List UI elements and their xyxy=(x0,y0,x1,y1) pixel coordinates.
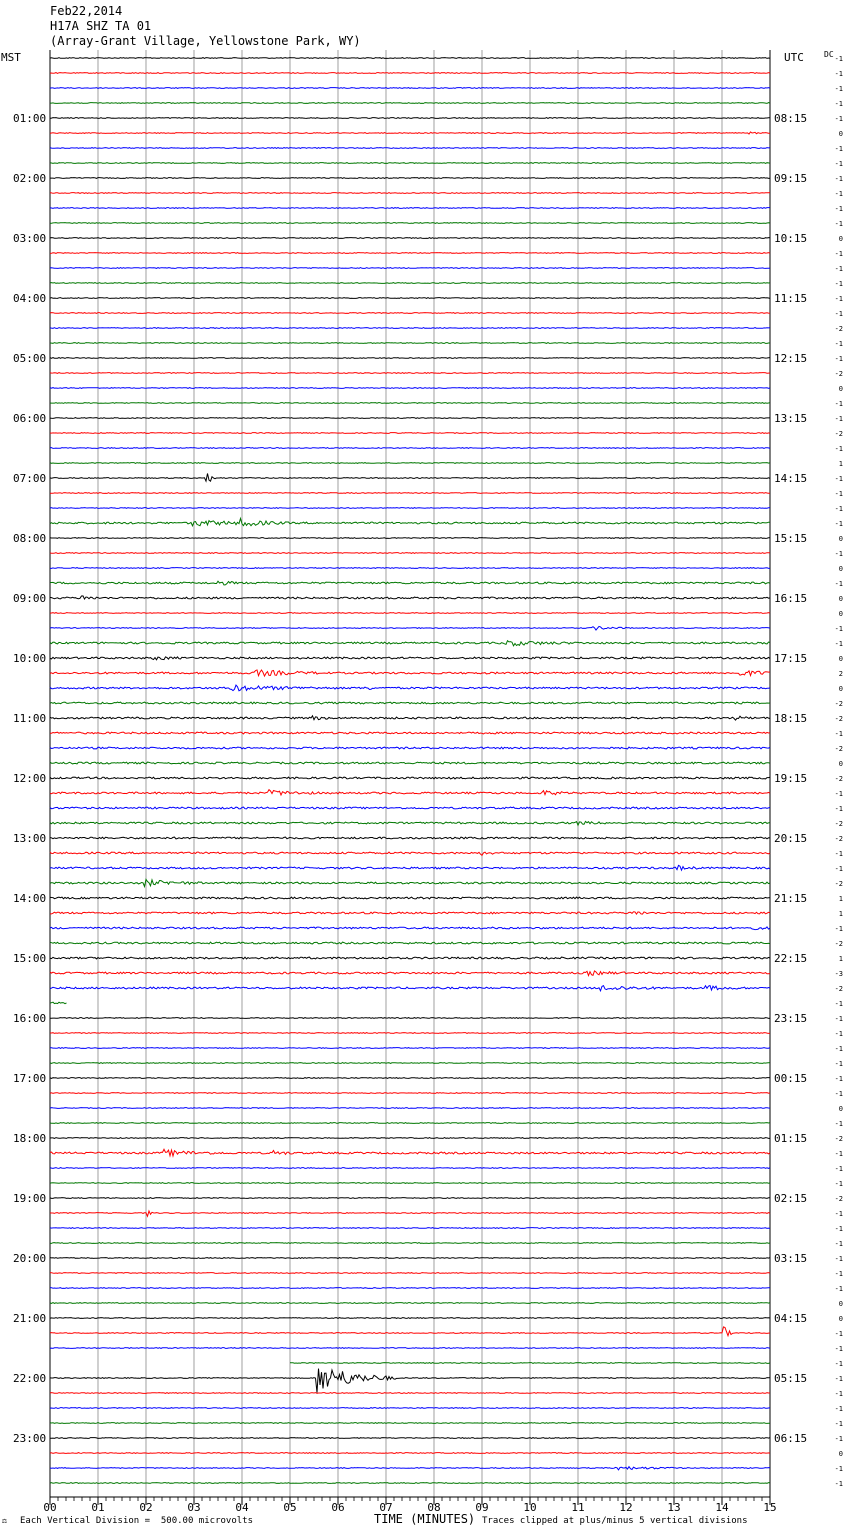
trace-row xyxy=(50,178,770,179)
dc-offset-value: 1 xyxy=(838,910,843,918)
x-tick-label: 03 xyxy=(187,1501,201,1514)
mst-hour-label: 04:00 xyxy=(13,292,47,305)
trace-row xyxy=(50,702,770,704)
x-tick-label: 15 xyxy=(763,1501,777,1514)
trace-row xyxy=(50,1273,770,1274)
utc-hour-label: 19:15 xyxy=(774,772,808,785)
mst-hour-label: 15:00 xyxy=(13,952,47,965)
dc-offset-value: -2 xyxy=(834,430,843,438)
trace-row xyxy=(50,448,770,449)
utc-hour-label: 09:15 xyxy=(774,172,808,185)
trace-row xyxy=(50,613,770,614)
trace-row xyxy=(50,1327,770,1336)
utc-hour-label: 18:15 xyxy=(774,712,808,725)
x-tick-label: 01 xyxy=(91,1501,105,1514)
dc-offset-value: -1 xyxy=(834,190,843,198)
dc-offset-value: -2 xyxy=(834,820,843,828)
dc-offset-value: -2 xyxy=(834,325,843,333)
trace-row xyxy=(50,1258,770,1259)
trace-row xyxy=(50,418,770,419)
trace-row xyxy=(50,762,770,764)
trace-row xyxy=(50,1348,770,1349)
trace-row xyxy=(50,1408,770,1409)
trace-row xyxy=(50,1243,770,1244)
utc-hour-label: 14:15 xyxy=(774,472,808,485)
x-tick-label: 13 xyxy=(667,1501,681,1514)
dc-offset-value: -1 xyxy=(834,1045,843,1053)
utc-hour-label: 20:15 xyxy=(774,832,808,845)
mst-hour-label: 18:00 xyxy=(13,1132,47,1145)
trace-row xyxy=(50,313,770,314)
utc-hour-label: 16:15 xyxy=(774,592,808,605)
x-tick-label: 14 xyxy=(715,1501,729,1514)
dc-offset-value: -1 xyxy=(834,55,843,63)
trace-row xyxy=(50,1288,770,1289)
dc-offset-value: -1 xyxy=(834,85,843,93)
dc-offset-value: -1 xyxy=(834,415,843,423)
dc-offset-value: -2 xyxy=(834,715,843,723)
trace-row xyxy=(50,1228,770,1229)
trace-row xyxy=(50,132,770,134)
dc-offset-value: -1 xyxy=(834,1000,843,1008)
dc-offset-value: 0 xyxy=(838,610,843,618)
trace-row xyxy=(50,518,770,525)
dc-offset-value: -2 xyxy=(834,835,843,843)
trace-row xyxy=(50,821,770,825)
trace-row xyxy=(50,581,770,585)
dc-offset-value: -1 xyxy=(834,805,843,813)
dc-offset-value: -1 xyxy=(834,175,843,183)
mst-hour-label: 22:00 xyxy=(13,1372,47,1385)
dc-offset-value: 0 xyxy=(838,1105,843,1113)
dc-offset-value: -1 xyxy=(834,70,843,78)
utc-hour-label: 10:15 xyxy=(774,232,808,245)
x-tick-label: 10 xyxy=(523,1501,537,1514)
dc-offset-value: -1 xyxy=(834,100,843,108)
trace-row xyxy=(50,942,770,944)
dc-offset-value: -1 xyxy=(834,1090,843,1098)
utc-hour-label: 17:15 xyxy=(774,652,808,665)
trace-row xyxy=(50,73,770,74)
trace-row xyxy=(50,223,770,224)
trace-row xyxy=(50,403,770,404)
trace-row xyxy=(50,1138,770,1139)
dc-offset-value: -1 xyxy=(834,265,843,273)
dc-offset-value: -1 xyxy=(834,1405,843,1413)
trace-row xyxy=(50,58,770,59)
dc-offset-value: -1 xyxy=(834,1255,843,1263)
dc-offset-value: -1 xyxy=(834,925,843,933)
mst-hour-label: 23:00 xyxy=(13,1432,47,1445)
dc-offset-value: -2 xyxy=(834,1195,843,1203)
trace-row xyxy=(50,208,770,209)
trace-row xyxy=(50,957,770,959)
dc-offset-value: 0 xyxy=(838,385,843,393)
x-tick-label: 07 xyxy=(379,1501,393,1514)
record-date: Feb22,2014 xyxy=(50,4,123,18)
mst-hour-label: 05:00 xyxy=(13,352,47,365)
dc-offset-value: -1 xyxy=(834,865,843,873)
trace-row xyxy=(50,568,770,569)
trace-row xyxy=(50,670,770,676)
mst-hour-label: 02:00 xyxy=(13,172,47,185)
trace-row xyxy=(50,1211,770,1216)
utc-hour-label: 00:15 xyxy=(774,1072,808,1085)
trace-row xyxy=(50,716,770,720)
dc-offset-value: 0 xyxy=(838,130,843,138)
trace-row xyxy=(50,732,770,734)
dc-offset-value: -1 xyxy=(834,1120,843,1128)
trace-row xyxy=(50,641,770,646)
station-code: H17A SHZ TA 01 xyxy=(50,19,152,33)
trace-row xyxy=(50,463,770,464)
trace-row xyxy=(50,927,770,930)
dc-offset-value: -1 xyxy=(834,1330,843,1338)
mst-hour-label: 17:00 xyxy=(13,1072,47,1085)
trace-row xyxy=(50,1393,770,1394)
utc-hour-label: 02:15 xyxy=(774,1192,808,1205)
x-tick-label: 09 xyxy=(475,1501,489,1514)
x-tick-label: 05 xyxy=(283,1501,297,1514)
dc-offset-value: -1 xyxy=(834,1480,843,1488)
trace-row xyxy=(50,193,770,194)
x-tick-label: 12 xyxy=(619,1501,633,1514)
dc-offset-value: -2 xyxy=(834,985,843,993)
trace-row xyxy=(50,626,770,630)
dc-offset-value: -2 xyxy=(834,775,843,783)
mst-axis-label: MST xyxy=(1,51,21,64)
utc-hour-label: 08:15 xyxy=(774,112,808,125)
dc-offset-value: -1 xyxy=(834,505,843,513)
mst-hour-label: 16:00 xyxy=(13,1012,47,1025)
dc-offset-value: 0 xyxy=(838,685,843,693)
trace-row xyxy=(50,1369,770,1393)
dc-offset-value: -1 xyxy=(834,340,843,348)
trace-row xyxy=(50,1303,770,1304)
trace-row xyxy=(50,253,770,254)
dc-offset-value: -1 xyxy=(834,445,843,453)
dc-offset-value: -1 xyxy=(834,115,843,123)
trace-row xyxy=(50,897,770,899)
dc-offset-value: -1 xyxy=(834,1285,843,1293)
mst-hour-label: 21:00 xyxy=(13,1312,47,1325)
dc-offset-value: -1 xyxy=(834,1210,843,1218)
dc-offset-value: -1 xyxy=(834,1420,843,1428)
utc-hour-label: 01:15 xyxy=(774,1132,808,1145)
corner-mark-icon: ⚖ xyxy=(2,1516,7,1525)
dc-offset-value: -1 xyxy=(834,1345,843,1353)
trace-row xyxy=(50,1467,770,1470)
dc-offset-value: 1 xyxy=(838,955,843,963)
trace-row xyxy=(50,328,770,329)
mst-hour-label: 03:00 xyxy=(13,232,47,245)
trace-row xyxy=(50,238,770,239)
dc-offset-value: -1 xyxy=(834,220,843,228)
mst-hour-label: 09:00 xyxy=(13,592,47,605)
trace-row xyxy=(50,433,770,434)
trace-row xyxy=(50,807,770,809)
trace-row xyxy=(50,777,770,779)
dc-offset-value: 0 xyxy=(838,760,843,768)
trace-row xyxy=(50,1168,770,1169)
trace-row xyxy=(50,103,770,104)
trace-row xyxy=(50,1002,67,1004)
mst-hour-label: 19:00 xyxy=(13,1192,47,1205)
dc-offset-value: -1 xyxy=(834,550,843,558)
trace-row xyxy=(50,118,770,119)
trace-row xyxy=(50,343,770,344)
trace-row xyxy=(50,163,770,164)
dc-offset-value: -2 xyxy=(834,880,843,888)
scale-note: Each Vertical Division = 500.00 microvolts xyxy=(20,1516,253,1526)
dc-offset-value: -2 xyxy=(834,745,843,753)
dc-offset-value: -1 xyxy=(834,295,843,303)
dc-offset-value: 0 xyxy=(838,655,843,663)
dc-offset-value: -3 xyxy=(834,970,843,978)
mst-hour-label: 13:00 xyxy=(13,832,47,845)
dc-offset-value: -1 xyxy=(834,1015,843,1023)
trace-row xyxy=(50,971,770,976)
mst-hour-label: 14:00 xyxy=(13,892,47,905)
mst-hour-label: 10:00 xyxy=(13,652,47,665)
dc-offset-value: -1 xyxy=(834,1375,843,1383)
trace-row xyxy=(50,358,770,359)
utc-hour-label: 05:15 xyxy=(774,1372,808,1385)
dc-offset-value: -1 xyxy=(834,400,843,408)
trace-row xyxy=(50,986,770,991)
trace-row xyxy=(50,879,770,886)
dc-offset-value: 0 xyxy=(838,1300,843,1308)
trace-row xyxy=(50,1108,770,1109)
utc-axis-label: UTC xyxy=(784,51,804,64)
dc-offset-value: 1 xyxy=(838,460,843,468)
x-tick-label: 00 xyxy=(43,1501,57,1514)
trace-row xyxy=(50,88,770,89)
utc-hour-label: 13:15 xyxy=(774,412,808,425)
trace-row xyxy=(50,538,770,539)
dc-offset-value: -1 xyxy=(834,1150,843,1158)
mst-hour-label: 06:00 xyxy=(13,412,47,425)
utc-hour-label: 03:15 xyxy=(774,1252,808,1265)
trace-row xyxy=(50,837,770,839)
trace-row xyxy=(50,1078,770,1079)
dc-offset-value: -1 xyxy=(834,355,843,363)
trace-row xyxy=(50,865,770,870)
dc-offset-value: -1 xyxy=(834,580,843,588)
trace-row xyxy=(50,1483,770,1484)
dc-offset-value: 2 xyxy=(838,670,843,678)
dc-offset-value: 0 xyxy=(838,535,843,543)
dc-offset-value: -1 xyxy=(834,850,843,858)
trace-row xyxy=(50,268,770,269)
trace-row xyxy=(50,1318,770,1319)
x-tick-label: 02 xyxy=(139,1501,153,1514)
trace-row xyxy=(50,1018,770,1019)
dc-offset-value: -1 xyxy=(834,625,843,633)
mst-hour-label: 07:00 xyxy=(13,472,47,485)
dc-offset-value: -1 xyxy=(834,310,843,318)
station-location: (Array-Grant Village, Yellowstone Park, WY) xyxy=(50,34,361,48)
trace-row xyxy=(50,508,770,509)
trace-row xyxy=(50,596,770,599)
dc-offset-value: -2 xyxy=(834,940,843,948)
trace-row xyxy=(50,790,770,795)
x-tick-label: 06 xyxy=(331,1501,345,1514)
dc-offset-value: -1 xyxy=(834,1060,843,1068)
trace-row xyxy=(50,1438,770,1439)
utc-hour-label: 23:15 xyxy=(774,1012,808,1025)
trace-row xyxy=(50,747,770,749)
trace-row xyxy=(50,1033,770,1034)
dc-offset-value: -1 xyxy=(834,280,843,288)
dc-offset-value: 0 xyxy=(838,1450,843,1458)
trace-row xyxy=(50,852,770,855)
utc-hour-label: 22:15 xyxy=(774,952,808,965)
trace-row xyxy=(50,912,770,914)
trace-row xyxy=(50,388,770,389)
dc-offset-value: -1 xyxy=(834,1465,843,1473)
trace-row xyxy=(50,685,770,691)
dc-offset-value: -1 xyxy=(834,790,843,798)
dc-offset-value: -1 xyxy=(834,205,843,213)
x-tick-label: 08 xyxy=(427,1501,441,1514)
dc-offset-value: 0 xyxy=(838,235,843,243)
dc-offset-value: -1 xyxy=(834,1165,843,1173)
dc-offset-value: -1 xyxy=(834,1225,843,1233)
trace-row xyxy=(50,553,770,554)
dc-label: DC xyxy=(824,50,834,59)
trace-row xyxy=(50,1198,770,1199)
dc-offset-value: -1 xyxy=(834,1270,843,1278)
trace-row xyxy=(50,1093,770,1094)
utc-hour-label: 04:15 xyxy=(774,1312,808,1325)
utc-hour-label: 15:15 xyxy=(774,532,808,545)
dc-offset-value: -1 xyxy=(834,1435,843,1443)
trace-row xyxy=(50,1453,770,1454)
dc-offset-value: -1 xyxy=(834,1075,843,1083)
dc-offset-value: 0 xyxy=(838,565,843,573)
dc-offset-value: -1 xyxy=(834,1180,843,1188)
dc-offset-value: -1 xyxy=(834,730,843,738)
mst-hour-label: 12:00 xyxy=(13,772,47,785)
trace-row xyxy=(50,1123,770,1124)
dc-offset-value: 0 xyxy=(838,595,843,603)
dc-offset-value: -2 xyxy=(834,700,843,708)
utc-hour-label: 21:15 xyxy=(774,892,808,905)
dc-offset-value: -1 xyxy=(834,145,843,153)
trace-row xyxy=(50,657,770,660)
dc-offset-value: 1 xyxy=(838,895,843,903)
mst-hour-label: 11:00 xyxy=(13,712,47,725)
dc-offset-value: -2 xyxy=(834,1135,843,1143)
dc-offset-value: -1 xyxy=(834,250,843,258)
dc-offset-value: -1 xyxy=(834,1360,843,1368)
trace-row xyxy=(50,1183,770,1184)
x-tick-label: 11 xyxy=(571,1501,585,1514)
utc-hour-label: 11:15 xyxy=(774,292,808,305)
dc-offset-value: -1 xyxy=(834,640,843,648)
trace-row xyxy=(50,1423,770,1424)
dc-offset-value: -1 xyxy=(834,1390,843,1398)
trace-row xyxy=(50,283,770,284)
trace-row xyxy=(50,493,770,494)
trace-row xyxy=(50,1063,770,1064)
clip-note: Traces clipped at plus/minus 5 vertical divisions xyxy=(482,1516,748,1526)
dc-offset-value: -1 xyxy=(834,1030,843,1038)
trace-row xyxy=(50,373,770,374)
x-tick-label: 04 xyxy=(235,1501,249,1514)
dc-offset-value: -1 xyxy=(834,160,843,168)
dc-offset-value: -1 xyxy=(834,520,843,528)
mst-hour-label: 01:00 xyxy=(13,112,47,125)
trace-row xyxy=(50,148,770,149)
trace-row xyxy=(50,298,770,299)
dc-offset-value: -1 xyxy=(834,1240,843,1248)
mst-hour-label: 20:00 xyxy=(13,1252,47,1265)
x-axis-title: TIME (MINUTES) xyxy=(374,1512,476,1526)
trace-row xyxy=(50,1149,770,1156)
utc-hour-label: 12:15 xyxy=(774,352,808,365)
trace-row xyxy=(50,1048,770,1049)
utc-hour-label: 06:15 xyxy=(774,1432,808,1445)
mst-hour-label: 08:00 xyxy=(13,532,47,545)
dc-offset-value: -1 xyxy=(834,490,843,498)
dc-offset-value: -2 xyxy=(834,370,843,378)
trace-row xyxy=(50,474,770,482)
dc-offset-value: -1 xyxy=(834,475,843,483)
dc-offset-value: 0 xyxy=(838,1315,843,1323)
